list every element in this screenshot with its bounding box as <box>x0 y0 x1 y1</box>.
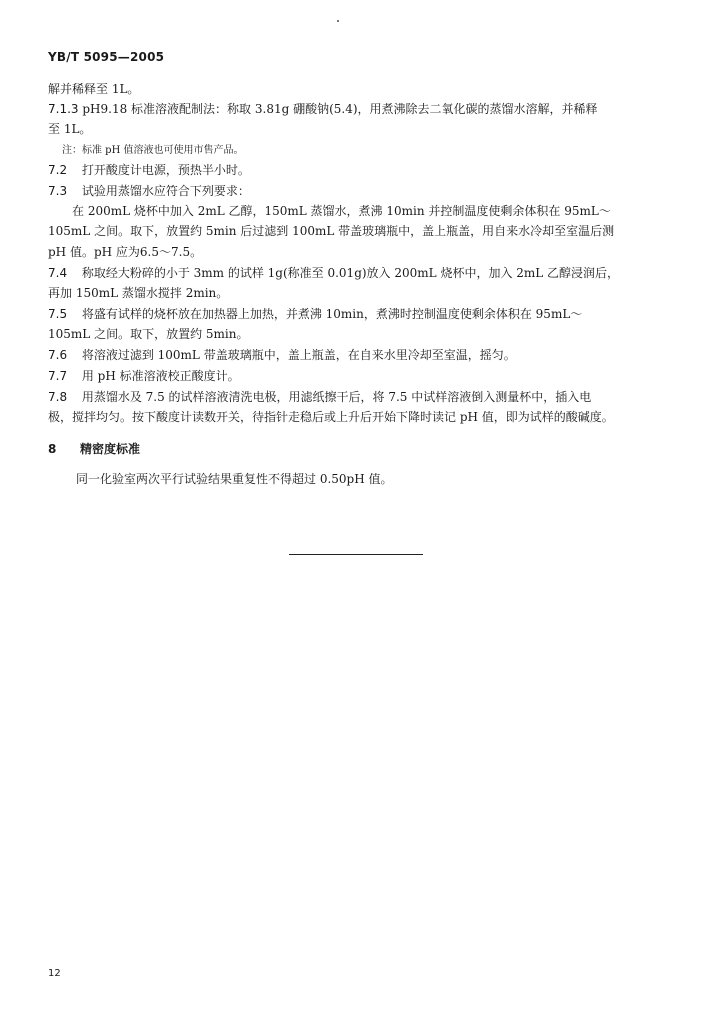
clause-number: 7.1.3 <box>48 102 79 116</box>
clause-7-3-line2: 在 200mL 烧杯中加入 2mL 乙醇，150mL 蒸馏水，煮沸 10min 并控制温度使剩余体积在 95mL～ <box>72 204 611 218</box>
standard-code-header: YB/T 5095—2005 <box>48 50 165 64</box>
clause-text: pH9.18 标准溶液配制法：称取 3.81g 硼酸钠(5.4)，用煮沸除去二氧化碳的蒸馏水溶解，并稀释 <box>82 102 598 116</box>
clause-7-8-line1 <box>48 389 591 405</box>
clause-7-1-3-line2: 至 1L。 <box>48 122 92 136</box>
clause-text: 称取经大粉碎的小于 3mm 的试样 1g(称准至 0.01g)放入 200mL 烧杯中，加入 2mL 乙醇浸润后， <box>81 266 620 280</box>
section-title: 精密度标准 <box>80 442 141 456</box>
clause-text: 用 pH 标准溶液校正酸度计。 <box>81 369 240 383</box>
clause-text: 将溶液过滤到 100mL 带盖玻璃瓶中，盖上瓶盖，在自来水里冷却至室温，摇匀。 <box>81 348 516 362</box>
clause-number: 7.7 <box>48 369 68 383</box>
clause-7-5-line2: 105mL 之间。取下，放置约 5min。 <box>48 327 249 341</box>
clause-7-3-line4: pH 值。pH 应为6.5～7.5。 <box>48 245 203 259</box>
clause-7-3 <box>48 183 250 199</box>
clause-7-2 <box>48 162 250 178</box>
clause-number: 7.3 <box>48 184 68 198</box>
clause-7-1-3-line1 <box>48 101 598 117</box>
clause-text: 打开酸度计电源，预热半小时。 <box>81 163 250 177</box>
clause-7-7 <box>48 368 240 384</box>
clause-number: 7.8 <box>48 390 68 404</box>
note-standard-ph: 注：标准 pH 值溶液也可使用市售产品。 <box>62 145 244 156</box>
clause-number: 7.4 <box>48 266 68 280</box>
clause-text: 试验用蒸馏水应符合下列要求： <box>81 184 250 198</box>
clause-text: 将盛有试样的烧杯放在加热器上加热，并煮沸 10min，煮沸时控制温度使剩余体积在 95mL～ <box>81 307 583 321</box>
clause-7-5-line1 <box>48 306 582 322</box>
clause-number: 7.5 <box>48 307 68 321</box>
clause-number: 7.6 <box>48 348 68 362</box>
page-number: 12 <box>48 968 61 979</box>
section-number: 8 <box>48 442 57 456</box>
scan-speck <box>337 20 339 22</box>
section-8-heading <box>48 440 140 457</box>
clause-7-8-line2: 极，搅拌均匀。按下酸度计读数开关，待指针走稳后或上升后开始下降时读记 pH 值，即为试样的酸碱度。 <box>48 410 614 424</box>
section-8-text: 同一化验室两次平行试验结果重复性不得超过 0.50pH 值。 <box>76 472 393 486</box>
clause-7-4-line2: 再加 150mL 蒸馏水搅拌 2min。 <box>48 286 229 300</box>
clause-text: 用蒸馏水及 7.5 的试样溶液清洗电极，用滤纸擦干后，将 7.5 中试样溶液倒入测量杯中，插入电 <box>81 390 592 404</box>
end-of-document-rule <box>289 554 423 555</box>
paragraph-dilute: 解并稀释至 1L。 <box>48 82 140 96</box>
clause-7-3-line3: 105mL 之间。取下，放置约 5min 后过滤到 100mL 带盖玻璃瓶中，盖上瓶盖，用自来水冷却至室温后测 <box>48 224 615 238</box>
clause-7-6 <box>48 347 516 363</box>
clause-7-4-line1 <box>48 265 619 281</box>
clause-number: 7.2 <box>48 163 68 177</box>
